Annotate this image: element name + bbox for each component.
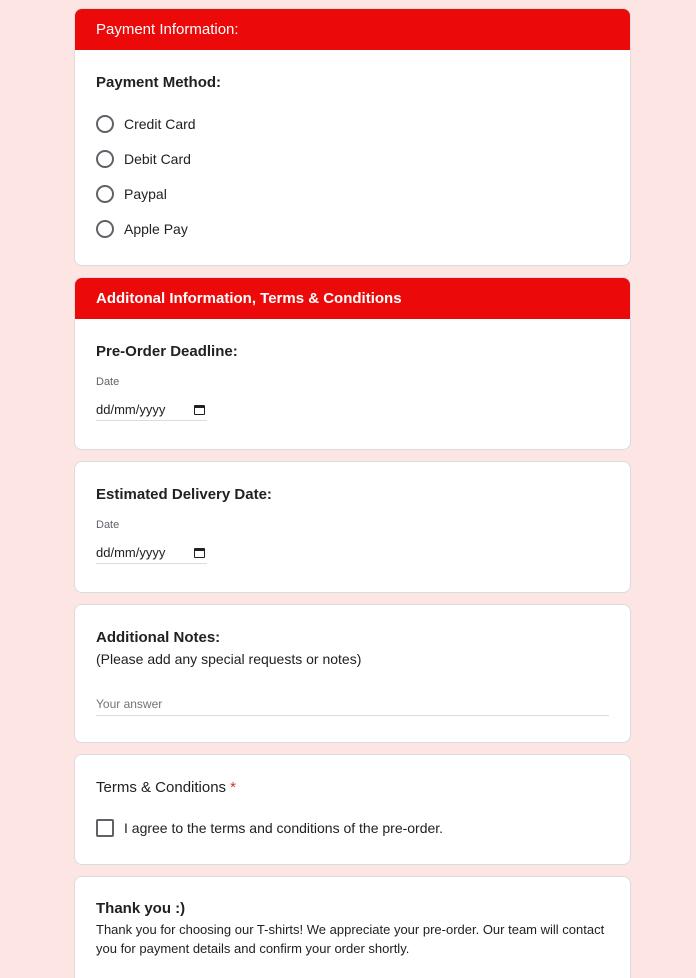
terms-card [74,754,631,865]
input-placeholder: Your answer [96,696,163,711]
thank-you-title: Thank you :) [96,900,186,917]
date-label: Date [96,376,120,388]
terms-checkbox-label: I agree to the terms and conditions of the pre-order. [124,819,444,836]
radio-label: Apple Pay [124,220,188,237]
radio-button[interactable] [96,150,114,168]
calendar-icon[interactable] [194,548,205,558]
additional-notes-subtitle: (Please add any special requests or notes) [96,651,362,667]
delivery-date-title: Estimated Delivery Date: [96,486,272,503]
preorder-deadline-title: Pre-Order Deadline: [96,343,238,360]
radio-option-paypal[interactable] [96,176,196,211]
thank-you-message: Thank you for choosing our T-shirts! We appreciate your pre-order. Our team will contact you for payment details and confirm your order shortly. [96,922,605,956]
radio-option-debit-card[interactable] [96,141,196,176]
delivery-date-input[interactable] [96,542,207,564]
terms-checkbox[interactable] [96,819,114,837]
terms-title-text: Terms & Conditions [96,779,227,796]
payment-card [74,8,631,266]
additional-notes-input[interactable] [96,692,609,716]
required-asterisk: * [230,779,236,796]
additional-section-header: Additonal Information, Terms & Conditions [75,278,630,319]
date-value: dd/mm/yyyy [96,402,166,417]
payment-method-title: Payment Method: [96,74,222,91]
payment-method-options [96,106,196,246]
delivery-date-card [74,461,631,593]
thank-you-card [74,876,631,978]
radio-label: Debit Card [124,150,191,167]
date-label: Date [96,519,120,531]
radio-button[interactable] [96,115,114,133]
date-value: dd/mm/yyyy [96,545,166,560]
radio-option-apple-pay[interactable] [96,211,196,246]
additional-notes-title: Additional Notes: [96,629,221,646]
radio-button[interactable] [96,185,114,203]
payment-section-header: Payment Information: [75,9,630,50]
calendar-icon[interactable] [194,405,205,415]
preorder-date-input[interactable] [96,399,207,421]
terms-title [96,779,236,796]
terms-agree-option[interactable] [96,810,443,845]
additional-notes-card [74,604,631,743]
radio-button[interactable] [96,220,114,238]
additional-info-card [74,277,631,450]
radio-option-credit-card[interactable] [96,106,196,141]
radio-label: Paypal [124,185,167,202]
radio-label: Credit Card [124,115,196,132]
